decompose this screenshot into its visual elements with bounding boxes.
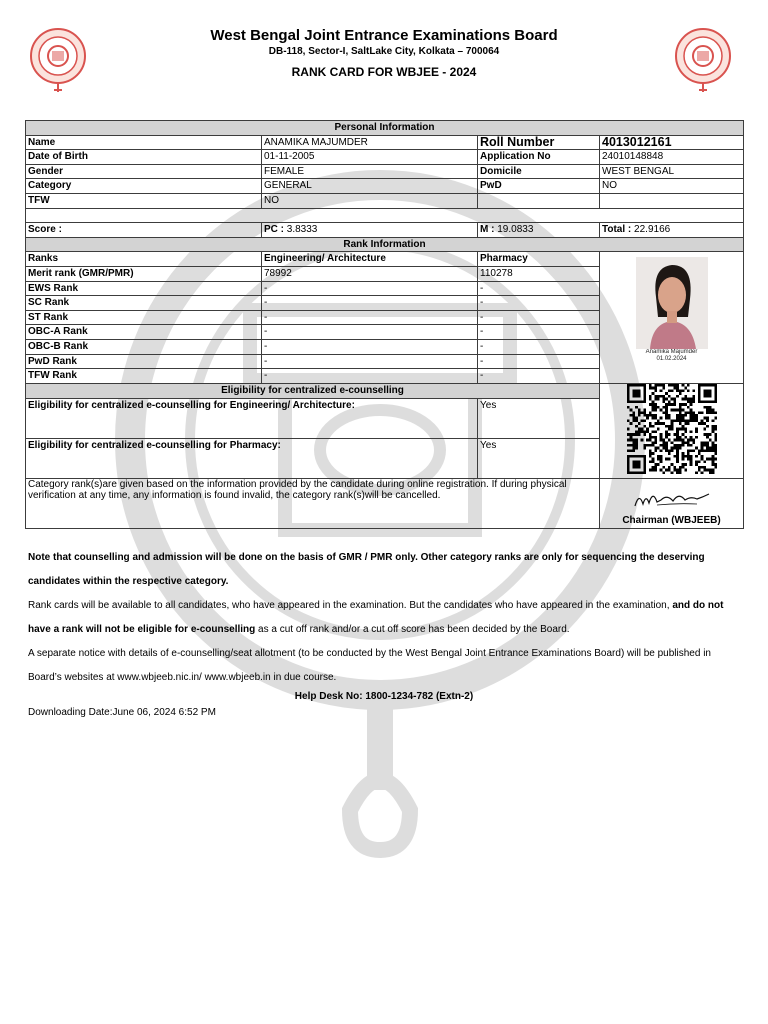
rank-engg: - bbox=[262, 281, 478, 296]
tfw-value: NO bbox=[262, 193, 478, 208]
rank-label: EWS Rank bbox=[26, 281, 262, 296]
rank-label: PwD Rank bbox=[26, 354, 262, 369]
dob-value: 01-11-2005 bbox=[262, 150, 478, 165]
name-label: Name bbox=[26, 135, 262, 150]
gender-value: FEMALE bbox=[262, 164, 478, 179]
chairman-signature-icon bbox=[627, 488, 717, 510]
signature-cell bbox=[600, 478, 744, 528]
candidate-name: ANAMIKA MAJUMDER bbox=[262, 135, 478, 150]
eligibility-engg-label: Eligibility for centralized e-counselling for Engineering/ Architecture: bbox=[26, 398, 478, 438]
domicile-label: Domicile bbox=[478, 164, 600, 179]
eligibility-engg-value: Yes bbox=[478, 398, 600, 438]
tfw-label: TFW bbox=[26, 193, 262, 208]
m-score: M : 19.0833 bbox=[478, 223, 600, 238]
category-value: GENERAL bbox=[262, 179, 478, 194]
qr-cell bbox=[600, 383, 744, 478]
rank-engg: - bbox=[262, 369, 478, 384]
rank-label: SC Rank bbox=[26, 296, 262, 311]
pwd-value: NO bbox=[600, 179, 744, 194]
rank-pharm: - bbox=[478, 310, 600, 325]
rank-label: OBC-A Rank bbox=[26, 325, 262, 340]
rank-engg: - bbox=[262, 310, 478, 325]
section-eligibility: Eligibility for centralized e-counselling bbox=[26, 383, 600, 398]
rank-card-title: RANK CARD FOR WBJEE - 2024 bbox=[291, 65, 477, 79]
application-no: 24010148848 bbox=[600, 150, 744, 165]
helpdesk-number: Help Desk No: 1800-1234-782 (Extn-2) bbox=[294, 691, 474, 702]
gmr-pmr-note: Note that counselling and admission will be done on the basis of GMR / PMR only. Other category ranks are only for sequencing the deserving candidates within the respective category. bbox=[28, 552, 705, 587]
rank-pharm: - bbox=[478, 339, 600, 354]
rank-label: OBC-B Rank bbox=[26, 339, 262, 354]
rank-label: ST Rank bbox=[26, 310, 262, 325]
rank-pharm: - bbox=[478, 354, 600, 369]
category-rank-note: Category rank(s)are given based on the information provided by the candidate during online registration. If during physical verification at any time, any information is found invalid, the category rank(s)will be cancelled. bbox=[26, 478, 600, 528]
dob-label: Date of Birth bbox=[26, 150, 262, 165]
rank-label: TFW Rank bbox=[26, 369, 262, 384]
category-label: Category bbox=[26, 179, 262, 194]
rank-pharm: 110278 bbox=[478, 266, 600, 281]
rank-engg: 78992 bbox=[262, 266, 478, 281]
eligibility-pharm-label: Eligibility for centralized e-counselling for Pharmacy: bbox=[26, 438, 478, 478]
pharm-header: Pharmacy bbox=[478, 252, 600, 267]
domicile-value: WEST BENGAL bbox=[600, 164, 744, 179]
pc-score: PC : 3.8333 bbox=[262, 223, 478, 238]
score-label: Score : bbox=[26, 223, 262, 238]
roll-number-label: Roll Number bbox=[478, 135, 600, 150]
rank-pharm: - bbox=[478, 296, 600, 311]
section-rank-information: Rank Information bbox=[26, 237, 744, 252]
rank-cards-note: Rank cards will be available to all candidates, who have appeared in the examination. But the candidates who have appeared in the examination, and do not have a rank will not be eligible for e-counselling as a cut off rank and/or a cut off score has been decided by the Board. bbox=[28, 600, 724, 635]
total-score: Total : 22.9166 bbox=[600, 223, 744, 238]
gender-label: Gender bbox=[26, 164, 262, 179]
photo-caption-date: 01.02.2024 bbox=[656, 356, 687, 363]
rank-card-table bbox=[25, 120, 744, 529]
chairman-label: Chairman (WBJEEB) bbox=[622, 514, 721, 526]
qr-code-icon bbox=[623, 384, 721, 474]
rank-engg: - bbox=[262, 296, 478, 311]
section-personal-information: Personal Information bbox=[26, 121, 744, 136]
spacer-row bbox=[26, 208, 744, 223]
candidate-photo bbox=[636, 257, 708, 349]
rank-engg: - bbox=[262, 325, 478, 340]
eligibility-pharm-value: Yes bbox=[478, 438, 600, 478]
board-title: West Bengal Joint Entrance Examinations Board bbox=[210, 27, 558, 44]
rank-pharm: - bbox=[478, 325, 600, 340]
photo-cell bbox=[600, 252, 744, 383]
roll-number: 4013012161 bbox=[600, 135, 744, 150]
engg-header: Engineering/ Architecture bbox=[262, 252, 478, 267]
rank-engg: - bbox=[262, 339, 478, 354]
photo-caption-name: Anamika Majumder bbox=[645, 349, 698, 356]
rank-engg: - bbox=[262, 354, 478, 369]
rank-pharm: - bbox=[478, 369, 600, 384]
separate-notice-note: A separate notice with details of e-counselling/seat allotment (to be conducted by the West Bengal Joint Entrance Examinations Board) will be published in Board’s websites at www.wbjeeb.nic.in/ www.wbjeeb.in in due course. bbox=[28, 648, 711, 683]
rank-pharm: - bbox=[478, 281, 600, 296]
ranks-header: Ranks bbox=[26, 252, 262, 267]
rank-label: Merit rank (GMR/PMR) bbox=[26, 266, 262, 281]
board-address: DB-118, Sector-I, SaltLake City, Kolkata – 700064 bbox=[268, 46, 500, 57]
pwd-label: PwD bbox=[478, 179, 600, 194]
downloading-date: Downloading Date:June 06, 2024 6:52 PM bbox=[28, 707, 216, 718]
application-no-label: Application No bbox=[478, 150, 600, 165]
